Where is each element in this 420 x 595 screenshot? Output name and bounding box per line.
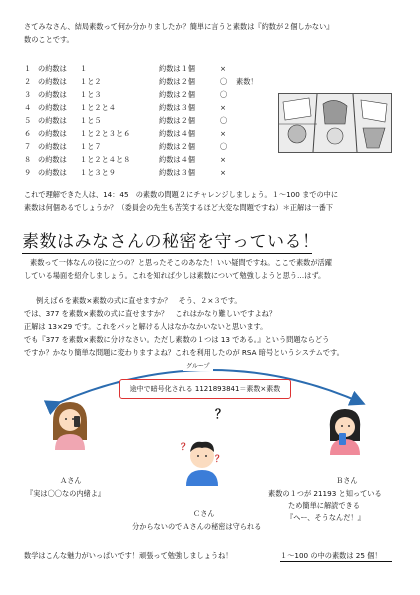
body-line: ですか？かなり簡単な問題に変わりますよね？これを利用したのが RSA 暗号というシステムです。 (24, 348, 344, 357)
person-a-illustration (47, 400, 93, 450)
row-number: ５ (24, 116, 32, 125)
intro-line-2: 数のことです。 (24, 35, 74, 44)
row-mark: × (220, 168, 227, 177)
row-count: 約数は１個 (159, 64, 195, 73)
question-mark: ？ (215, 407, 228, 421)
manga-panel-image (279, 94, 391, 152)
row-number: ２ (24, 77, 32, 86)
footer-answer: １～100 の中の素数は 25 個！ (280, 551, 382, 560)
row-divisors: １と２ (80, 77, 102, 86)
row-count: 約数は２個 (159, 142, 195, 151)
row-mark: × (220, 64, 227, 73)
row-number: ６ (24, 129, 32, 138)
row-label: の約数は (38, 103, 67, 112)
row-count: 約数は４個 (159, 129, 195, 138)
row-mark: 〇 (220, 142, 228, 151)
row-label: の約数は (38, 142, 67, 151)
person-a-quote: 『実は〇〇なの内緒よ』 (26, 489, 106, 498)
person-b-illustration (324, 405, 366, 455)
row-count: 約数は３個 (159, 168, 195, 177)
body-line: 例えば６を素数×素数の式に直せますか？ そう、２×３です。 (36, 296, 242, 305)
person-b-line-3: 『へー、そうなんだ！』 (286, 513, 365, 522)
row-divisors: １と５ (80, 116, 102, 125)
manga-illustration (278, 93, 392, 153)
body-line: では、377 を素数×素数の式に直せますか？ これはかなり難しいですよね？ (24, 309, 277, 318)
confused-question-mark-left: ？ (181, 443, 191, 453)
row-label: の約数は (38, 155, 67, 164)
row-divisors: １と２と４と８ (80, 155, 131, 164)
row-count: 約数は３個 (159, 103, 195, 112)
row-mark: 〇 (220, 116, 228, 125)
row-number: ７ (24, 142, 32, 151)
row-mark: × (220, 155, 227, 164)
row-divisors: １と２と４ (80, 103, 116, 112)
row-label: の約数は (38, 64, 67, 73)
person-b-line-1: 素数の１つが 21193 と知っている (268, 489, 382, 498)
body-line: 素数って一体なんの役に立つの？と思ったそこのあなた！いい疑問ですね。ここで素数が活躍 (30, 258, 332, 267)
row-divisors: １と２と３と６ (80, 129, 131, 138)
body-line: 正解は 13×29 です。これをパッと解ける人はなかなかいないと思います。 (24, 322, 268, 331)
section-heading: 素数はみなさんの秘密を守っている！ (22, 232, 320, 252)
row-mark: × (220, 129, 227, 138)
footer-text: 数学はこんな魅力がいっぱいです！頑張って勉強しましょうね！ (24, 551, 233, 560)
person-b-name: Ｂさん (336, 476, 358, 485)
body-line: している場面を紹介しましょう。これを知れば少しは素数について勉強しようと思う…はず。 (24, 271, 326, 280)
row-number: ４ (24, 103, 32, 112)
row-mark: × (220, 103, 227, 112)
row-number: ８ (24, 155, 32, 164)
row-divisors: １と３ (80, 90, 102, 99)
confused-question-mark-right: ？ (215, 455, 225, 465)
row-note: 素数！ (236, 77, 258, 86)
challenge-line-1: これで理解できた人は、14：45 の素数の問題２にチャレンジしましょう。１～100 までの中に (24, 190, 339, 199)
person-c-caption: 分からないのでＡさんの秘密は守られる (132, 522, 262, 531)
row-label: の約数は (38, 129, 67, 138)
row-mark: 〇 (220, 77, 228, 86)
group-label: グループ (183, 363, 213, 371)
footer-answer-underline (280, 561, 392, 562)
person-c-name: Ｃさん (193, 509, 215, 518)
row-count: 約数は２個 (159, 77, 195, 86)
row-label: の約数は (38, 90, 67, 99)
row-mark: 〇 (220, 90, 228, 99)
row-divisors: １と３と９ (80, 168, 116, 177)
row-number: １ (24, 64, 32, 73)
row-number: ３ (24, 90, 32, 99)
row-divisors: １と７ (80, 142, 102, 151)
row-count: 約数は４個 (159, 155, 195, 164)
person-b-line-2: ため簡単に解読できる (288, 501, 360, 510)
heading-underline (22, 253, 312, 254)
person-a-name: Ａさん (60, 476, 82, 485)
row-count: 約数は２個 (159, 90, 195, 99)
body-line: でも『377 を素数×素数に分けなさい。ただし素数の１つは 13 である。』という問題ならどう (24, 335, 330, 344)
row-label: の約数は (38, 168, 67, 177)
row-number: ９ (24, 168, 32, 177)
encrypted-number-box: 途中で暗号化される 1121893841＝素数×素数 (119, 379, 291, 399)
row-count: 約数は２個 (159, 116, 195, 125)
intro-line-1: さてみなさん、結局素数って何か分かりましたか？簡単に言うと素数は『約数が２個しかない』 (24, 22, 334, 31)
challenge-line-2: 素数は何個あるでしょうか？（委員会の先生も苦笑するほど大変な問題ですね）＊正解は一番下 (24, 203, 333, 212)
row-label: の約数は (38, 77, 67, 86)
row-label: の約数は (38, 116, 67, 125)
row-divisors: １ (80, 64, 88, 73)
